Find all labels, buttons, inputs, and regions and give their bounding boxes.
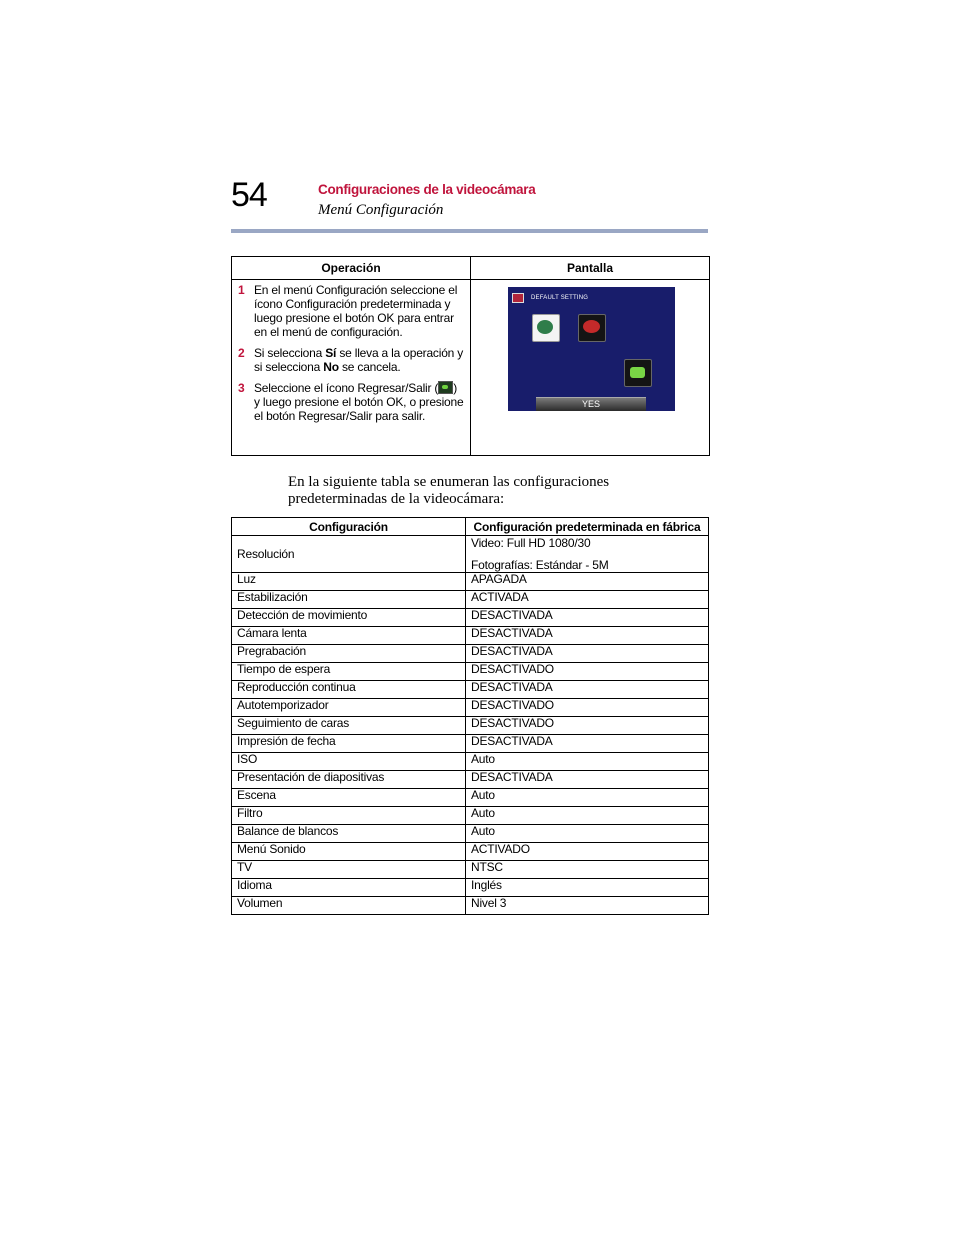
- setting-name: Impresión de fecha: [232, 735, 466, 753]
- setting-name: Autotemporizador: [232, 699, 466, 717]
- section-title: Menú Configuración: [318, 202, 444, 218]
- setting-name: Pregrabación: [232, 645, 466, 663]
- setting-value: DESACTIVADO: [466, 699, 709, 717]
- step-text: Seleccione el ícono Regresar/Salir ( ) y luego presione el botón OK, o presione el botón Regresar/Salir para salir.: [254, 381, 464, 423]
- op-header-operation: Operación: [232, 257, 471, 280]
- table-row: [232, 573, 709, 591]
- setting-name: Escena: [232, 789, 466, 807]
- table-row: [232, 807, 709, 825]
- table-row: [232, 627, 709, 645]
- setting-value: Auto: [466, 825, 709, 843]
- table-row: [232, 879, 709, 897]
- back-icon[interactable]: [624, 359, 652, 387]
- setting-name: Filtro: [232, 807, 466, 825]
- table-row: [232, 861, 709, 879]
- setting-name: Detección de movimiento: [232, 609, 466, 627]
- no-icon[interactable]: [578, 314, 606, 342]
- intro-paragraph: En la siguiente tabla se enumeran las configuraciones predeterminadas de la videocámara:: [288, 474, 610, 507]
- setting-name: Cámara lenta: [232, 627, 466, 645]
- table-row: [232, 843, 709, 861]
- table-row: [232, 717, 709, 735]
- yes-button[interactable]: YES: [536, 397, 646, 411]
- setting-name: Luz: [232, 573, 466, 591]
- setting-name: Reproducción continua: [232, 681, 466, 699]
- step-1: [238, 283, 464, 339]
- setting-value: DESACTIVADA: [466, 645, 709, 663]
- table-row: [232, 645, 709, 663]
- table-row: [232, 699, 709, 717]
- setting-name: ISO: [232, 753, 466, 771]
- step-number: 3: [238, 381, 245, 395]
- setting-value: Auto: [466, 807, 709, 825]
- table-row: [232, 681, 709, 699]
- setting-name: TV: [232, 861, 466, 879]
- setting-name: Seguimiento de caras: [232, 717, 466, 735]
- setting-value: DESACTIVADO: [466, 717, 709, 735]
- setting-name: Resolución: [232, 536, 466, 573]
- table-row: [232, 735, 709, 753]
- screen-header: [512, 293, 588, 303]
- table-row: [232, 789, 709, 807]
- chapter-title: Configuraciones de la videocámara: [318, 182, 536, 197]
- setting-name: Volumen: [232, 897, 466, 915]
- setting-value: Nivel 3: [466, 897, 709, 915]
- setting-value: NTSC: [466, 861, 709, 879]
- setting-name: Tiempo de espera: [232, 663, 466, 681]
- setting-value: ACTIVADO: [466, 843, 709, 861]
- step-text: Si selecciona Sí se lleva a la operación y si selecciona No se cancela.: [254, 346, 464, 374]
- yes-icon[interactable]: [532, 314, 560, 342]
- setting-value: APAGADA: [466, 573, 709, 591]
- table-row: [232, 536, 709, 573]
- default-setting-icon: [512, 293, 524, 303]
- step-number: 1: [238, 283, 245, 297]
- op-header-screen: Pantalla: [471, 257, 710, 280]
- defaults-table: [231, 517, 709, 915]
- setting-name: Idioma: [232, 879, 466, 897]
- table-row: [232, 609, 709, 627]
- table-row: [232, 663, 709, 681]
- setting-value: DESACTIVADA: [466, 735, 709, 753]
- setting-value: DESACTIVADA: [466, 681, 709, 699]
- setting-value: DESACTIVADA: [466, 627, 709, 645]
- setting-value: DESACTIVADA: [466, 771, 709, 789]
- setting-value: Auto: [466, 789, 709, 807]
- page-number: 54: [231, 176, 267, 214]
- header-rule: [231, 229, 708, 233]
- back-exit-icon: [438, 381, 453, 394]
- table-row: [232, 825, 709, 843]
- def-header-default: Configuración predeterminada en fábrica: [466, 518, 709, 536]
- def-header-setting: Configuración: [232, 518, 466, 536]
- step-text: En el menú Configuración seleccione el ícono Configuración predeterminada y luego presione el botón OK para entrar en el menú de configuración.: [254, 283, 458, 339]
- op-steps-cell: [232, 280, 471, 456]
- setting-value: Inglés: [466, 879, 709, 897]
- setting-value: Auto: [466, 753, 709, 771]
- setting-name: Presentación de diapositivas: [232, 771, 466, 789]
- setting-name: Menú Sonido: [232, 843, 466, 861]
- setting-value: DESACTIVADO: [466, 663, 709, 681]
- step-2: [238, 346, 464, 374]
- camera-screen: [508, 287, 675, 411]
- setting-value: DESACTIVADA: [466, 609, 709, 627]
- table-row: [232, 753, 709, 771]
- table-row: [232, 591, 709, 609]
- table-row: [232, 897, 709, 915]
- table-row: [232, 771, 709, 789]
- setting-name: Balance de blancos: [232, 825, 466, 843]
- setting-name: Estabilización: [232, 591, 466, 609]
- step-3: [238, 381, 464, 423]
- setting-value: ACTIVADA: [466, 591, 709, 609]
- screen-title: DEFAULT SETTING: [531, 295, 589, 301]
- setting-value: Video: Full HD 1080/30 Fotografías: Estándar - 5M: [466, 536, 709, 573]
- step-list: [232, 280, 470, 423]
- step-number: 2: [238, 346, 245, 360]
